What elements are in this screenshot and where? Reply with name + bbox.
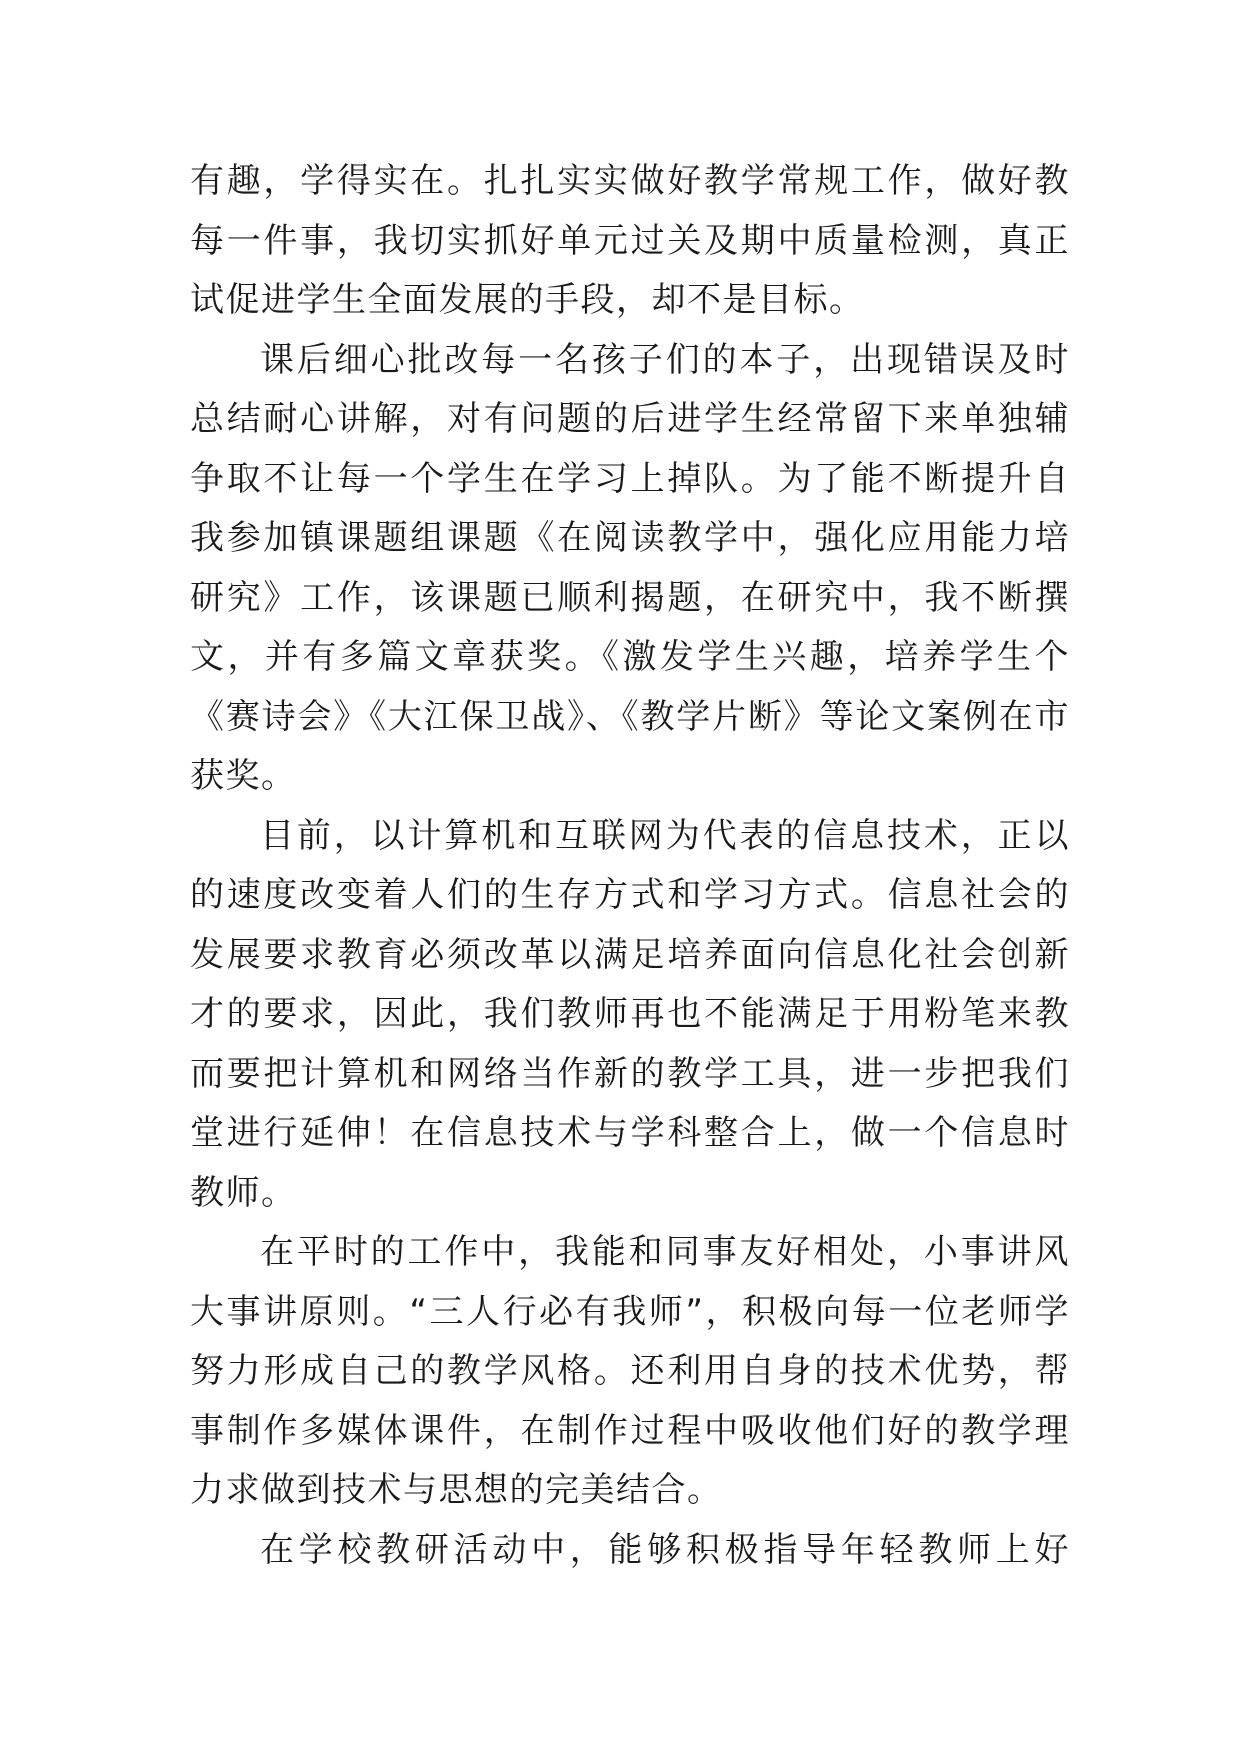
text-line: 获奖。	[190, 756, 297, 796]
text-line: 我参加镇课题组课题《在阅读教学中，强化应用能力培	[190, 518, 1070, 558]
paragraph-first-line: 目前，以计算机和互联网为代表的信息技术，正以	[260, 815, 1070, 856]
paragraph-first-line: 课后细心批改每一名孩子们的本子，出现错误及时	[260, 339, 1070, 380]
text-line: 发展要求教育必须改革以满足培养面向信息化社会创新	[190, 934, 1070, 975]
text-line: 事制作多媒体课件，在制作过程中吸收他们好的教学理	[190, 1410, 1070, 1451]
text-line: 努力形成自己的教学风格。还利用自身的技术优势，帮	[190, 1351, 1070, 1391]
text-line: 堂进行延伸！在信息技术与学科整合上，做一个信息时	[190, 1113, 1070, 1153]
text-line: 争取不让每一个学生在学习上掉队。为了能不断提升自	[190, 458, 1070, 499]
text-line: 总结耐心讲解，对有问题的后进学生经常留下来单独辅	[190, 399, 1070, 439]
text-line: 才的要求，因此，我们教师再也不能满足于用粉笔来教	[190, 994, 1070, 1034]
text-line: 力求做到技术与思想的完美结合。	[190, 1470, 723, 1510]
text-line: 研究》工作，该课题已顺利揭题，在研究中，我不断撰	[190, 577, 1070, 618]
text-line: 有趣，学得实在。扎扎实实做好教学常规工作，做好教	[190, 161, 1070, 201]
text-line: 试促进学生全面发展的手段，却不是目标。	[190, 280, 865, 320]
text-line: 大事讲原则。“三人行必有我师”，积极向每一位老师学	[190, 1291, 1070, 1332]
paragraph-first-line: 在学校教研活动中，能够积极指导年轻教师上好	[260, 1529, 1070, 1570]
text-line: 《赛诗会》《大江保卫战》、《教学片断》等论文案例在市	[190, 696, 1070, 737]
text-line: 的速度改变着人们的生存方式和学习方式。信息社会的	[190, 875, 1070, 915]
text-line: 每一件事，我切实抓好单元过关及期中质量检测，真正	[190, 220, 1070, 261]
document-body	[190, 152, 1070, 1580]
text-line: 教师。	[190, 1172, 297, 1213]
paragraph-first-line: 在平时的工作中，我能和同事友好相处，小事讲风	[260, 1232, 1070, 1272]
text-line: 而要把计算机和网络当作新的教学工具，进一步把我们	[190, 1053, 1070, 1094]
text-line: 文，并有多篇文章获奖。《激发学生兴趣，培养学生个	[190, 637, 1070, 677]
